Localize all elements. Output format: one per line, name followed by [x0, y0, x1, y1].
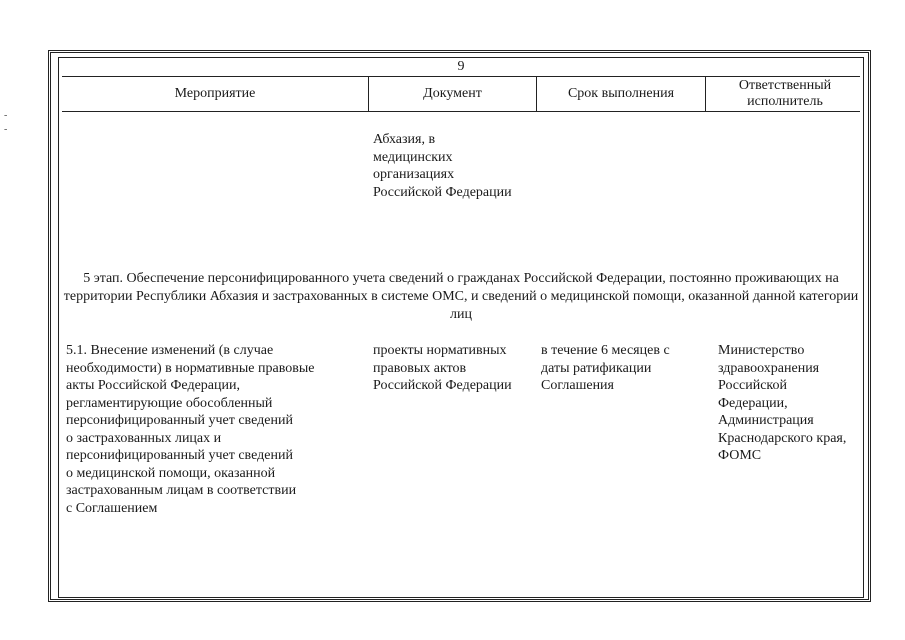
row-5-1-responsible: Министерство здравоохранения Российской Федерации, Администрация Краснодарского края, ФОМС	[718, 343, 847, 463]
header-bottom-rule	[62, 111, 860, 112]
row-5-1-event: 5.1. Внесение изменений (в случае необходимости) в нормативные правовые акты Российской Федерации, регламентирующие обособленный персонифицированный учет сведений о застрахованных лицах и персонифицированный учет сведений о медицинской помощи, оказанной застрахованным лицам в соответствии с Соглашением	[66, 343, 315, 516]
column-header-deadline: Срок выполнения	[567, 86, 675, 101]
continued-document-cell: Абхазия, в медицинских организациях Российской Федерации	[373, 132, 512, 200]
margin-mark: -	[4, 110, 8, 121]
stage-heading: 5 этап. Обеспечение персонифицированного учета сведений о гражданах Российской Федерации, постоянно проживающих на территории Республики Абхазия и застрахованных в системе ОМС, и сведений о медицинской помощи, оказанной данной категории лиц	[63, 271, 859, 322]
row-5-1-document: проекты нормативных правовых актов Российской Федерации	[373, 343, 512, 393]
margin-mark: -	[4, 124, 8, 135]
column-header-event: Мероприятие	[174, 86, 256, 101]
page-number: 9	[457, 59, 465, 74]
column-header-responsible: Ответственный исполнитель	[738, 78, 832, 109]
row-5-1-deadline: в течение 6 месяцев с даты ратификации Соглашения	[541, 343, 670, 393]
column-header-document: Документ	[423, 86, 482, 101]
